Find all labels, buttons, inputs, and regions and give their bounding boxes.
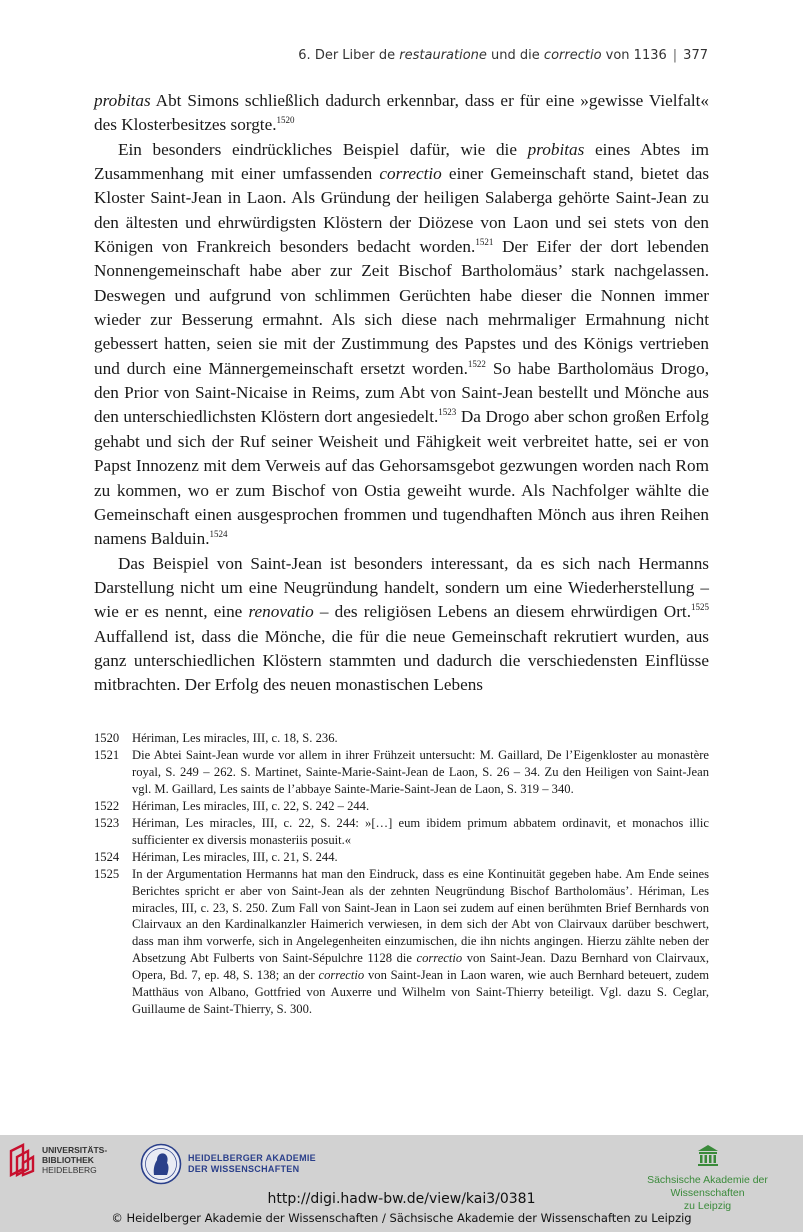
paragraph-1: probitas Abt Simons schließlich dadurch erkennbar, dass er für eine »gewisse Vielfalt« des Klosterbesitzes sorgte.$^{1520}$ (94, 91, 709, 135)
footnote-text: Hériman, Les miracles, III, c. 21, S. 244. (132, 849, 338, 864)
main-text (94, 89, 709, 698)
footnote-1524 (94, 849, 709, 866)
footnote-ref[interactable]: 1522 (467, 358, 486, 369)
footnote-ref[interactable]: 1521 (475, 237, 494, 248)
footnote-ref[interactable]: 1524 (209, 529, 228, 540)
footnote-text: In der Argumentation Hermanns hat man den Eindruck, dass es eine Kontinuität gegeben habe. Am Ende seines Berichtes spricht er aber von Saint-Jean als der zehnten Neugründung Bischof Bartholomäus’. Hériman, Les miracles, III, c. 23, S. 250. Zum Fall von Saint-Jean in Laon sei zudem auf einen berühmten Brief Bernhards von Clairvaux an den Kardinalkanzler Haimerich verwiesen, in dem sich der Abt von Clairvaux darüber beschwert, dass man ihm vorwerfe, sich in Angelegenheiten einzumischen, die ihn nichts angingen. Hierzu zählte neben der Absetzung Abt Fulberts von Saint-Sépulchre 1128 die correctio von Saint-Jean. Dazu Bernhard von Clairvaux, Opera, Bd. 7, ep. 48, S. 138; an der correctio von Saint-Jean in Laon waren, wie auch Bernhard beteuert, zudem Matthäus von Albano, Gottfried von Auxerre und Wilhelm von Saint-Thierry beteiligt. Vgl. dazu S. Ceglar, Guillaume de Saint-Thierry, S. 300. (132, 866, 710, 1017)
digitization-footer (0, 1135, 803, 1232)
ub-heidelberg-icon (8, 1143, 38, 1177)
footnote-text: Hériman, Les miracles, III, c. 22, S. 244: »[…] eum ibidem primum abbatem ordinavit, et monachos illic sufficienter ex diversis monasteriis posuit.« (132, 815, 709, 847)
footnote-1522 (94, 798, 709, 815)
page-number: 377 (683, 48, 708, 63)
footnote-text: Hériman, Les miracles, III, c. 18, S. 236. (132, 731, 338, 745)
header-separator: | (672, 48, 678, 63)
hadw-logo-text: HEIDELBERGER AKADEMIE DER WISSENSCHAFTEN (188, 1153, 316, 1174)
footnote-1521 (94, 747, 709, 798)
ub-heidelberg-logo[interactable] (8, 1143, 107, 1177)
footnote-ref[interactable]: 1525 (691, 602, 709, 613)
footnote-1523 (94, 815, 709, 849)
saw-logo-text: Sächsische Akademie der Wissenschaften zu Leipzig (647, 1174, 768, 1212)
footnote-number: 1524 (94, 849, 120, 864)
hadw-medallion-icon (140, 1143, 182, 1185)
footnote-ref[interactable]: 1523 (438, 407, 457, 418)
permalink-url[interactable]: http://digi.hadw-bw.de/view/kai3/0381 (267, 1191, 536, 1207)
paragraph-3: Das Beispiel von Saint-Jean ist besonders interessant, da es sich nach Hermanns Darstellung nicht um eine Neugründung handelt, sondern um eine Wiederherstellung – wie er es nennt, eine renovatio – des religiösen Lebens an diesem ehrwürdigen Ort.$^{1525}$ Auffallend ist, dass die Mönche, die für die neue Gemeinschaft rekrutiert wurden, aus ganz unterschiedlichen Klöstern stammten und dadurch die verschiedensten Einflüsse mitbrachten. Der Erfolg des neuen monastischen Lebens (94, 553, 709, 695)
footnote-number: 1521 (94, 747, 120, 762)
footnote-1525 (94, 866, 709, 1019)
paragraph-2: Ein besonders eindrückliches Beispiel dafür, wie die probitas eines Abtes im Zusammenhang mit einer umfassenden correctio einer Gemeinschaft stand, bietet das Kloster Saint-Jean in Laon. Als Gründung der heiligen Salaberga gehörte Saint-Jean zu den ältesten und ehrwürdigsten Klöstern der Diözese von Laon und sei stets von den Königen von Frankreich besonders bedacht worden.$^{1521}$ Der Eifer der dort lebenden Nonnengemeinschaft habe aber zur Zeit Bischof Bartholomäus’ stark nachgelassen. Deswegen und aufgrund von schlimmen Gerüchten habe dieser die Nonnen immer wieder zur Besserung ermahnt. Als sich diese nach mehrmaliger Ermahnung nicht gebessert hatten, seien sie mit der Zustimmung des Papstes und des Königs vertrieben und durch eine Männergemeinschaft ersetzt worden.$^{1522}$ So habe Bartholomäus Drogo, den Prior von Saint-Nicaise in Reims, zum Abt von Saint-Jean bestellt und Mönche aus den unterschiedlichsten Klöstern dort angesiedelt.$^{1523}$ Da Drogo aber schon großen Erfolg gehabt und sich der Ruf seiner Weisheit und Fähigkeit weit verbreitet hatte, sei er von Papst Innozenz mit dem Verweis auf das Gehorsamsgebot gezwungen worden nach Rom zu kommen, wo er zum Bischof von Ostia geweiht wurde. Als Nachfolger wählte die Gemeinschaft einen ausgesprochen frommen und tugendhaften Mönch aus ihren Reihen namens Balduin.$^{1524}$ (94, 139, 710, 549)
footnote-1520 (94, 730, 709, 747)
footnotes (94, 730, 709, 1018)
footnote-text: Die Abtei Saint-Jean wurde vor allem in ihrer Frühzeit untersucht: M. Gaillard, De l’Eigenkloster au monastère royal, S. 249 – 262. S. Martinet, Sainte-Marie-Saint-Jean de Laon, S. 26 – 34. Zu den Heiligen von Saint-Jean vgl. M. Gaillard, Les saints de l’abbaye Sainte-Marie-Saint-Jean de Laon, S. 319 – 340. (132, 747, 709, 796)
copyright-notice: © Heidelberger Akademie der Wissenschaften / Sächsische Akademie der Wissenschaften zu Leipzig (111, 1211, 692, 1225)
running-header (298, 48, 708, 63)
footnote-number: 1525 (94, 866, 120, 881)
footnote-number: 1523 (94, 815, 120, 830)
saw-building-icon (696, 1143, 720, 1167)
footnote-number: 1522 (94, 798, 120, 813)
header-chapter: 6. Der Liber de restauratione und die correctio von 1136 (298, 48, 667, 63)
ub-logo-text: UNIVERSITÄTS- BIBLIOTHEK HEIDELBERG (42, 1145, 108, 1175)
footnote-number: 1520 (94, 731, 120, 745)
hadw-logo[interactable] (140, 1143, 316, 1185)
footnote-text: Hériman, Les miracles, III, c. 22, S. 242 – 244. (132, 798, 370, 813)
footnote-ref[interactable]: 1520 (276, 115, 295, 126)
